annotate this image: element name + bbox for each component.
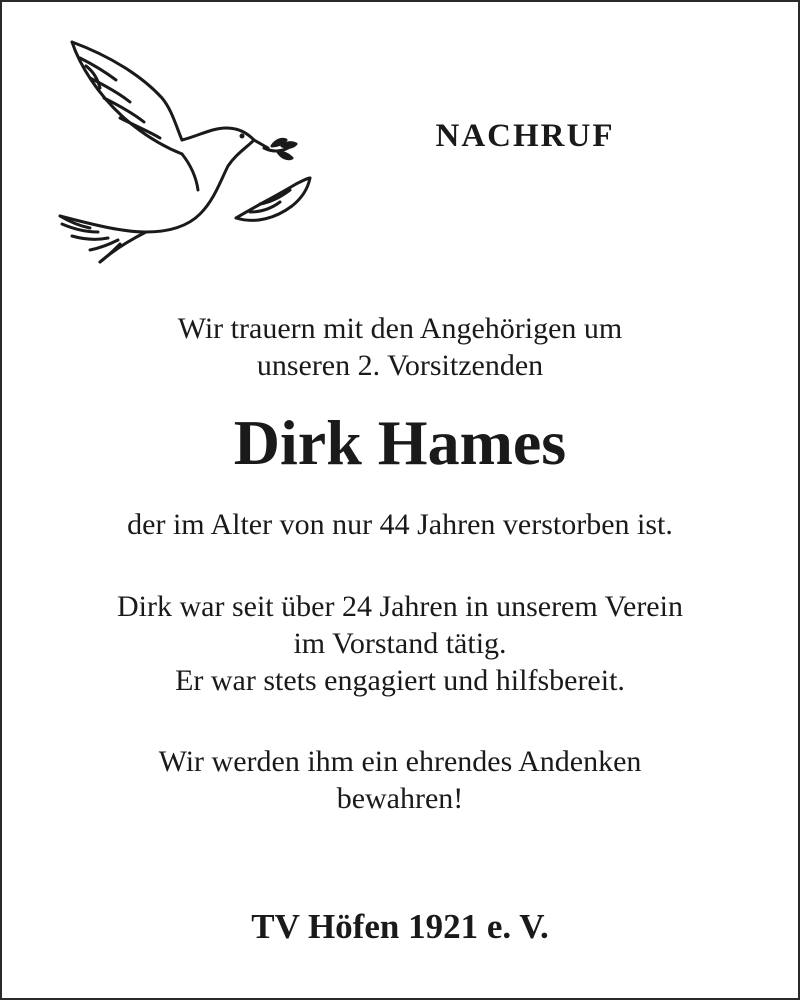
dove-icon bbox=[50, 36, 320, 271]
notice-heading: NACHRUF bbox=[435, 118, 615, 154]
club-signature: TV Höfen 1921 e. V. bbox=[251, 907, 549, 946]
deceased-name: Dirk Hames bbox=[233, 407, 567, 478]
tribute-line: Dirk war seit über 24 Jahren in unserem Verein bbox=[117, 590, 683, 623]
tribute-line: Er war stets engagiert und hilfsbereit. bbox=[175, 664, 625, 697]
tribute-paragraph bbox=[0, 588, 800, 699]
intro-line: Wir trauern mit den Angehörigen um bbox=[177, 312, 623, 345]
intro-line: unseren 2. Vorsitzenden bbox=[256, 349, 544, 382]
age-line: der im Alter von nur 44 Jahren verstorben ist. bbox=[127, 508, 673, 541]
intro-text bbox=[0, 310, 800, 384]
tribute-line: im Vorstand tätig. bbox=[293, 627, 507, 660]
remembrance-line: bewahren! bbox=[336, 782, 464, 815]
remembrance-paragraph bbox=[0, 743, 800, 817]
age-statement bbox=[0, 506, 800, 543]
remembrance-line: Wir werden ihm ein ehrendes Andenken bbox=[158, 745, 642, 778]
